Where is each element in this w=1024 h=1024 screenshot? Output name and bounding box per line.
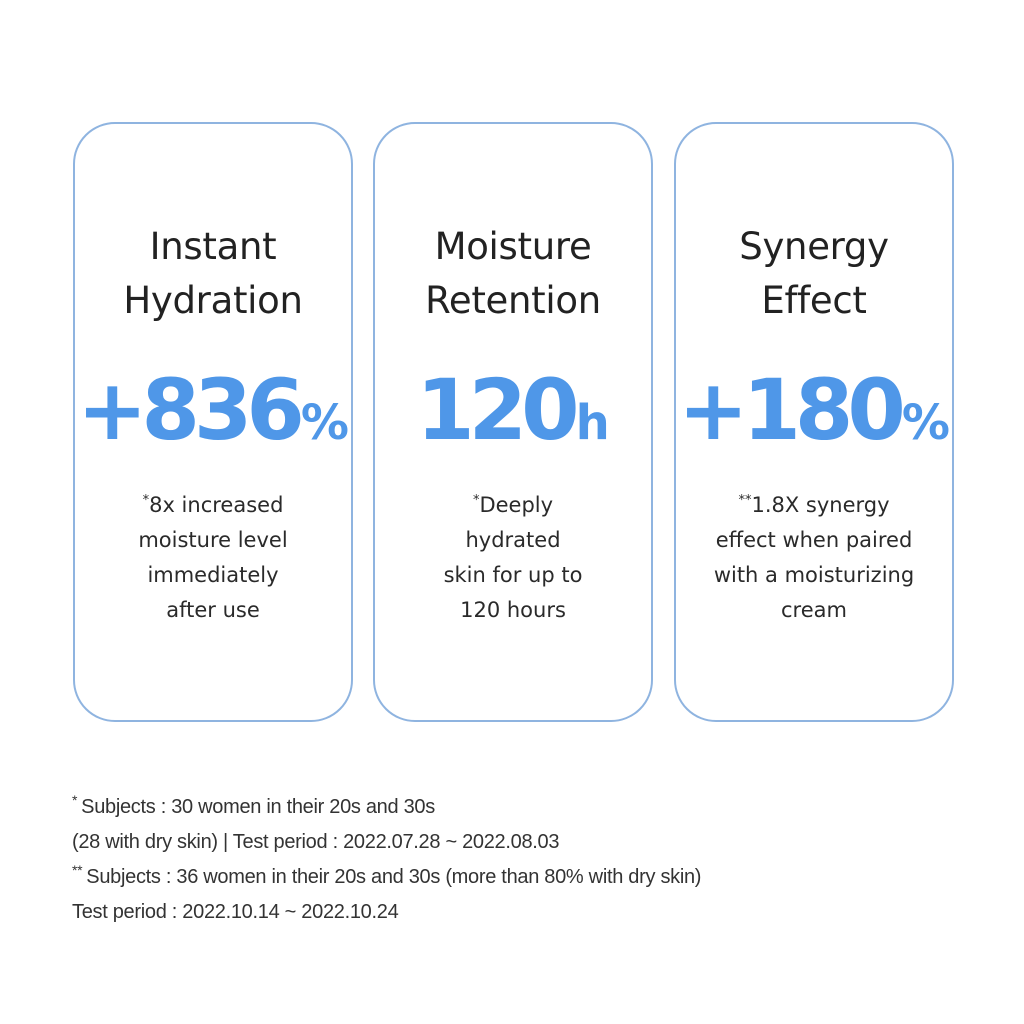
footnote-text: Subjects : 36 women in their 20s and 30s (more than 80% with dry skin) <box>86 866 702 888</box>
footnote-marker: * <box>472 493 480 508</box>
footnote-line <box>72 825 972 860</box>
footnote-marker: ** <box>738 493 752 508</box>
card-instant-hydration <box>73 122 353 722</box>
footnote-text: (28 with dry skin) | Test period : 2022.07.28 ~ 2022.08.03 <box>72 831 560 853</box>
stat-number: +180 <box>678 361 900 459</box>
card-title-line: Instant <box>149 225 277 268</box>
stat-unit: % <box>300 395 349 451</box>
footnote-line <box>72 895 972 930</box>
card-desc-text: 1.8X synergy <box>751 493 890 517</box>
footnote-marker: * <box>142 493 150 508</box>
card-desc-line: cream <box>781 598 847 622</box>
footnote-line <box>72 860 972 895</box>
card-desc-line: with a moisturizing <box>713 563 915 587</box>
card-description <box>93 488 333 628</box>
card-title-line: Synergy <box>739 225 889 268</box>
card-desc-line <box>93 488 333 523</box>
card-moisture-retention <box>373 122 653 722</box>
card-desc-text: 8x increased <box>149 493 284 517</box>
stat-number: +836 <box>77 361 299 459</box>
card-desc-line: effect when paired <box>715 528 913 552</box>
card-title <box>676 220 952 328</box>
card-description <box>393 488 633 628</box>
card-title-line: Effect <box>761 279 867 322</box>
card-desc-line: 120 hours <box>460 598 566 622</box>
card-stat-value <box>375 360 651 460</box>
card-title-line: Moisture <box>434 225 592 268</box>
card-desc-text: Deeply <box>479 493 554 517</box>
card-desc-line <box>694 488 934 523</box>
stat-number: 120 <box>416 361 574 459</box>
card-title <box>375 220 651 328</box>
card-desc-line: after use <box>166 598 260 622</box>
card-stat-value <box>75 360 351 460</box>
card-desc-line <box>393 488 633 523</box>
stat-unit: % <box>901 395 950 451</box>
footnote-line <box>72 790 972 825</box>
footnotes <box>72 790 972 930</box>
stat-unit: h <box>575 395 610 451</box>
footnote-marker: * <box>72 792 78 809</box>
card-title-line: Retention <box>425 279 601 322</box>
card-desc-line: immediately <box>147 563 279 587</box>
card-description <box>694 488 934 628</box>
card-title <box>75 220 351 328</box>
card-synergy-effect <box>674 122 954 722</box>
footnote-text: Subjects : 30 women in their 20s and 30s <box>81 796 435 818</box>
card-desc-line: hydrated <box>465 528 561 552</box>
card-stat-value <box>676 360 952 460</box>
card-desc-line: moisture level <box>138 528 288 552</box>
footnote-text: Test period : 2022.10.14 ~ 2022.10.24 <box>72 901 399 923</box>
card-title-line: Hydration <box>123 279 303 322</box>
footnote-marker: ** <box>72 862 83 879</box>
card-desc-line: skin for up to <box>443 563 583 587</box>
